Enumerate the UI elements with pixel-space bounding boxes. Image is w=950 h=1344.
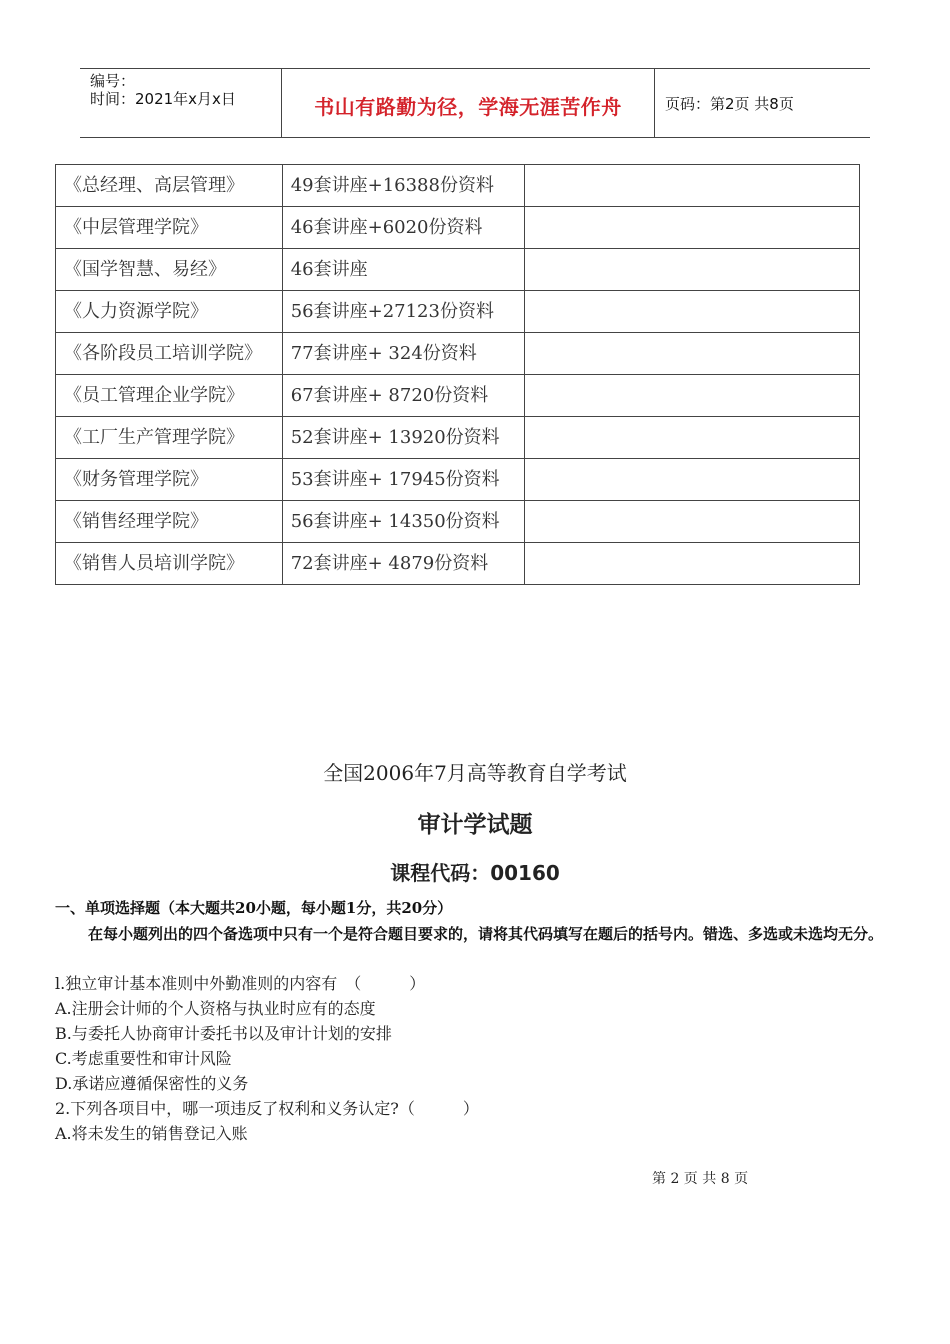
- table-row: [56, 543, 860, 585]
- course-content-cell: 56套讲座+ 14350份资料: [282, 501, 525, 543]
- table-row: [56, 291, 860, 333]
- table-row: [56, 207, 860, 249]
- table-row: [56, 375, 860, 417]
- page-header: [80, 68, 870, 138]
- page-footer: 第 2 页 共 8 页: [652, 1171, 749, 1187]
- header-meta: [90, 72, 236, 108]
- exam-subject: 审计学试题: [417, 812, 533, 838]
- course-content-cell: 67套讲座+ 8720份资料: [282, 375, 525, 417]
- question-line: 2.下列各项目中，哪一项违反了权利和义务认定?（ ）: [55, 1099, 479, 1118]
- course-content-cell: 72套讲座+ 4879份资料: [282, 543, 525, 585]
- empty-cell: [525, 249, 860, 291]
- section-heading: 一、单项选择题（本大题共20小题，每小题1分，共20分）: [55, 899, 453, 917]
- course-content-cell: 52套讲座+ 13920份资料: [282, 417, 525, 459]
- section-instructions: 在每小题列出的四个备选项中只有一个是符合题目要求的，请将其代码填写在题后的括号内。错选、多选或未选均无分。: [88, 925, 884, 943]
- empty-cell: [525, 375, 860, 417]
- empty-cell: [525, 501, 860, 543]
- course-content-cell: 46套讲座+6020份资料: [282, 207, 525, 249]
- empty-cell: [525, 459, 860, 501]
- question-option: B.与委托人协商审计委托书以及审计计划的安排: [55, 1024, 392, 1043]
- course-name-cell: 《人力资源学院》: [56, 291, 283, 333]
- table-row: [56, 501, 860, 543]
- course-name-cell: 《中层管理学院》: [56, 207, 283, 249]
- doc-time-label: 时间：2021年x月x日: [90, 90, 236, 108]
- course-name-cell: 《销售经理学院》: [56, 501, 283, 543]
- question-option: D.承诺应遵循保密性的义务: [55, 1074, 249, 1093]
- course-name-cell: 《员工管理企业学院》: [56, 375, 283, 417]
- doc-code-label: 编号：: [90, 72, 136, 90]
- table-row: [56, 165, 860, 207]
- table-row: [56, 249, 860, 291]
- course-content-cell: 46套讲座: [282, 249, 525, 291]
- empty-cell: [525, 291, 860, 333]
- header-divider: [654, 69, 655, 137]
- question-option: C.考虑重要性和审计风险: [55, 1049, 232, 1068]
- question-option: A.注册会计师的个人资格与执业时应有的态度: [55, 999, 376, 1018]
- question-option: A.将未发生的销售登记入账: [55, 1124, 248, 1143]
- course-code: 课程代码：00160: [390, 861, 560, 885]
- empty-cell: [525, 165, 860, 207]
- course-name-cell: 《工厂生产管理学院》: [56, 417, 283, 459]
- exam-title: 全国2006年7月高等教育自学考试: [323, 761, 627, 785]
- empty-cell: [525, 543, 860, 585]
- course-name-cell: 《销售人员培训学院》: [56, 543, 283, 585]
- empty-cell: [525, 333, 860, 375]
- course-name-cell: 《财务管理学院》: [56, 459, 283, 501]
- course-library-table: [55, 164, 860, 585]
- course-name-cell: 《总经理、高层管理》: [56, 165, 283, 207]
- empty-cell: [525, 417, 860, 459]
- header-page-info: 页码：第2页 共8页: [665, 95, 794, 113]
- question-line: l.独立审计基本准则中外勤准则的内容有 （ ）: [55, 974, 426, 993]
- course-content-cell: 49套讲座+16388份资料: [282, 165, 525, 207]
- course-content-cell: 77套讲座+ 324份资料: [282, 333, 525, 375]
- table-row: [56, 417, 860, 459]
- course-name-cell: 《各阶段员工培训学院》: [56, 333, 283, 375]
- course-content-cell: 56套讲座+27123份资料: [282, 291, 525, 333]
- table-row: [56, 333, 860, 375]
- course-name-cell: 《国学智慧、易经》: [56, 249, 283, 291]
- header-motto: 书山有路勤为径，学海无涯苦作舟: [314, 95, 622, 119]
- course-content-cell: 53套讲座+ 17945份资料: [282, 459, 525, 501]
- table-row: [56, 459, 860, 501]
- empty-cell: [525, 207, 860, 249]
